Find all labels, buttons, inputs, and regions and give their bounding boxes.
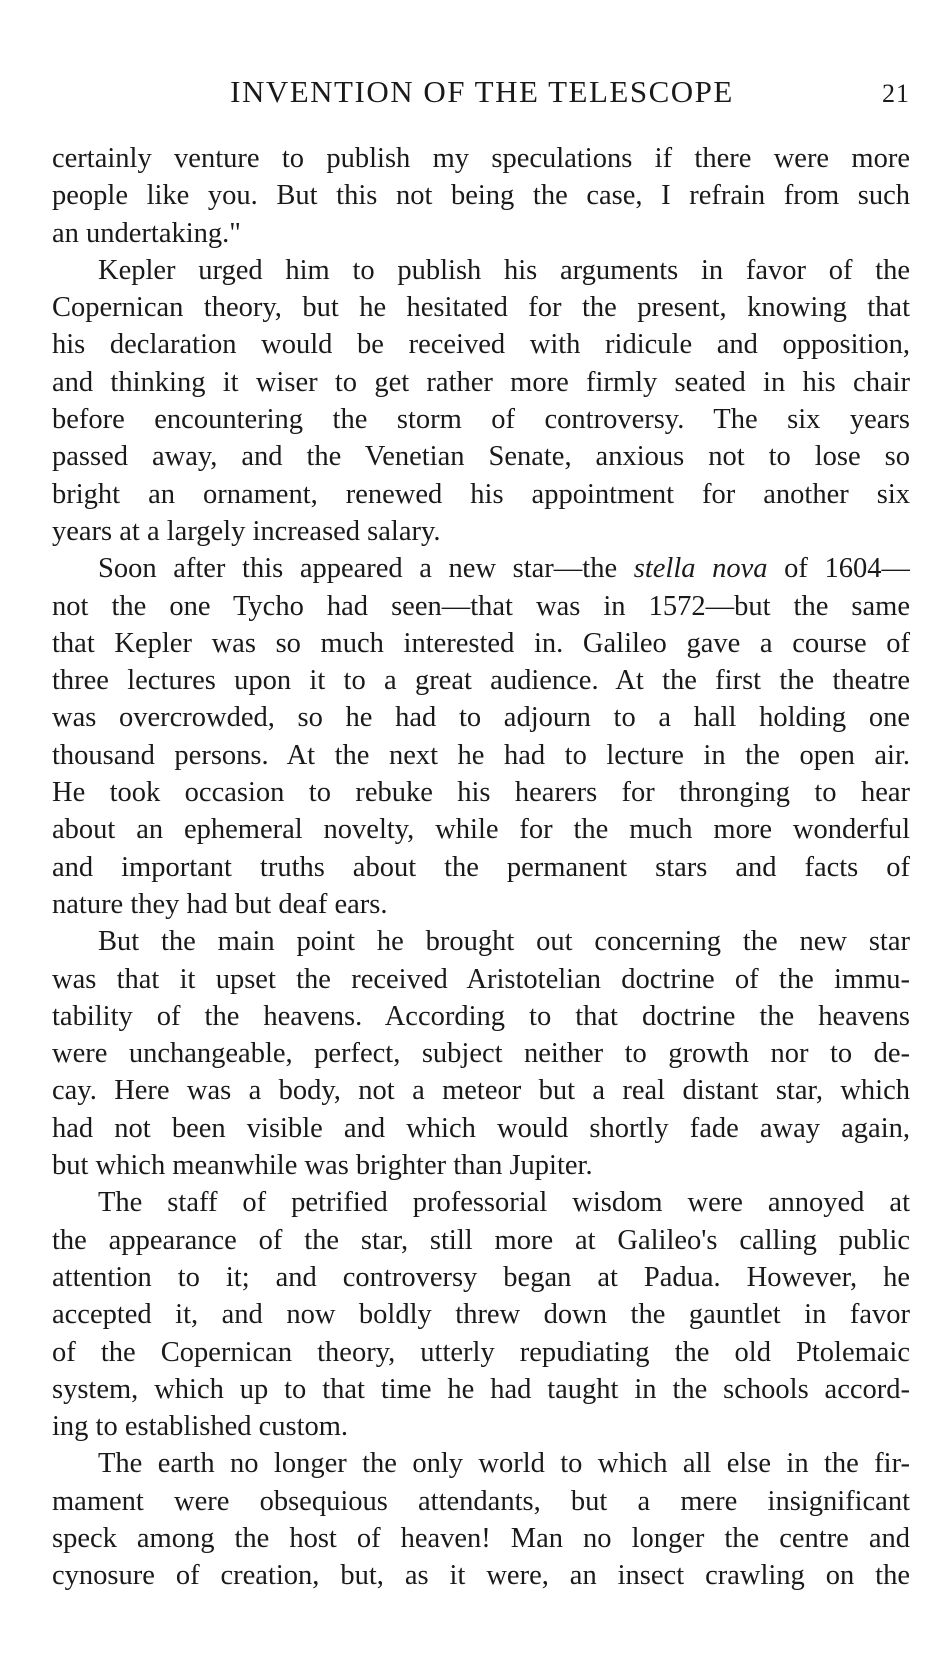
text-run: of 1604— <box>767 553 910 585</box>
text-line: of the Copernican theory, utterly repudiating the old Ptolemaic <box>52 1336 910 1368</box>
text-line: certainly venture to publish my speculations if there were more <box>52 143 910 174</box>
text-line: cay. Here was a body, not a meteor but a real distant star, which <box>52 1075 910 1107</box>
text-line: cynosure of creation, but, as it were, an insect crawling on the <box>52 1560 910 1592</box>
running-head <box>52 72 910 112</box>
text-line: attention to it; and controversy began at Padua. However, he <box>52 1261 910 1293</box>
text-line: mament were obsequious attendants, but a mere insignificant <box>52 1485 910 1517</box>
text-line: but which meanwhile was brighter than Jupiter. <box>52 1150 593 1182</box>
page-number: 21 <box>882 79 910 108</box>
text-line: and important truths about the permanent stars and facts of <box>52 851 910 883</box>
body-text <box>52 140 910 1595</box>
paragraph-1 <box>52 140 910 252</box>
text-line: passed away, and the Venetian Senate, anxious not to lose so <box>52 441 910 473</box>
text-line: his declaration would be received with ridicule and opposition, <box>52 329 910 361</box>
text-line: before encountering the storm of controversy. The six years <box>52 404 910 436</box>
text-line: He took occasion to rebuke his hearers for thronging to hear <box>52 777 910 809</box>
text-line: ing to established custom. <box>52 1411 349 1443</box>
text-line <box>52 550 910 587</box>
paragraph-6 <box>52 1445 910 1594</box>
text-line: were unchangeable, perfect, subject neither to growth nor to de- <box>52 1038 910 1070</box>
text-line: was overcrowded, so he had to adjourn to a hall holding one <box>52 702 910 734</box>
text-line: about an ephemeral novelty, while for the much more wonderful <box>52 814 910 846</box>
text-line: The staff of petrified professorial wisdom were annoyed at <box>98 1187 910 1219</box>
paragraph-5 <box>52 1184 910 1445</box>
text-line: system, which up to that time he had taught in the schools accord- <box>52 1373 910 1405</box>
text-line: But the main point he brought out concerning the new star <box>98 926 910 958</box>
text-line: had not been visible and which would shortly fade away again, <box>52 1112 910 1144</box>
text-line: Copernican theory, but he hesitated for the present, knowing that <box>52 292 910 324</box>
text-line: not the one Tycho had seen—that was in 1572—but the same <box>52 590 910 622</box>
text-line: bright an ornament, renewed his appointment for another six <box>52 478 910 510</box>
text-line: speck among the host of heaven! Man no longer the centre and <box>52 1522 910 1554</box>
text-line: an undertaking." <box>52 217 241 249</box>
running-title: INVENTION OF THE TELESCOPE <box>230 74 734 109</box>
text-line: thousand persons. At the next he had to lecture in the open air. <box>52 739 910 771</box>
paragraph-2 <box>52 252 910 550</box>
text-line: people like you. But this not being the case, I refrain from such <box>52 180 910 212</box>
text-line: tability of the heavens. According to that doctrine the heavens <box>52 1000 910 1032</box>
text-line: three lectures upon it to a great audience. At the first the theatre <box>52 665 910 697</box>
text-line: nature they had but deaf ears. <box>52 888 388 920</box>
text-line: the appearance of the star, still more at Galileo's calling public <box>52 1224 910 1256</box>
paragraph-3 <box>52 550 910 923</box>
paragraph-4 <box>52 923 910 1184</box>
text-line: was that it upset the received Aristotelian doctrine of the immu- <box>52 963 910 995</box>
text-line: Kepler urged him to publish his arguments in favor of the <box>98 254 910 286</box>
text-line: years at a largely increased salary. <box>52 515 441 547</box>
text-line: that Kepler was so much interested in. Galileo gave a course of <box>52 627 910 659</box>
italic-phrase: stella nova <box>633 553 768 585</box>
text-run: Soon after this appeared a new star—the <box>98 553 634 585</box>
text-line: and thinking it wiser to get rather more firmly seated in his chair <box>52 366 910 398</box>
text-line: The earth no longer the only world to which all else in the fir- <box>98 1448 910 1480</box>
text-line: accepted it, and now boldly threw down the gauntlet in favor <box>52 1299 910 1331</box>
